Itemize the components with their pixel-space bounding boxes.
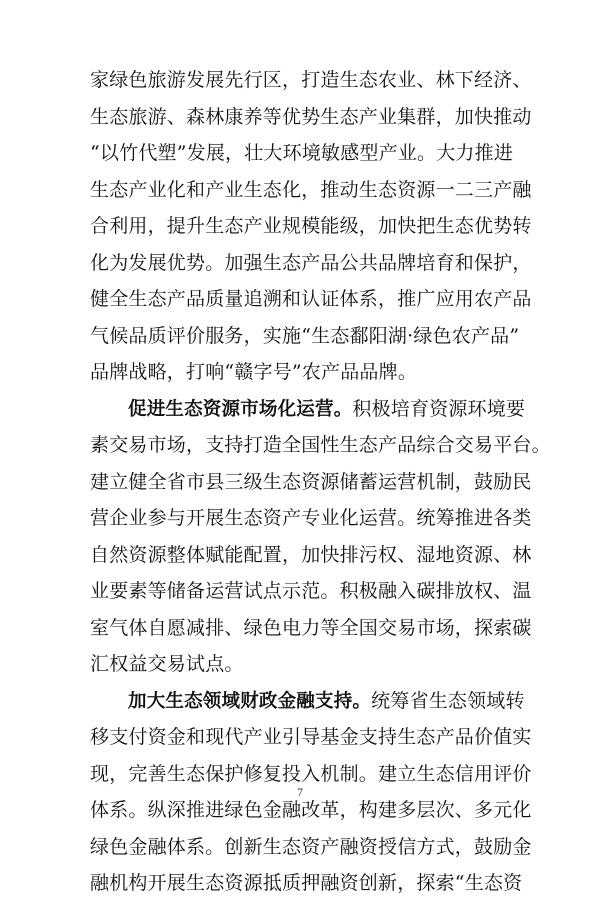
paragraph-line: 家绿色旅游发展先行区，打造生态农业、林下经济、 bbox=[90, 69, 532, 91]
paragraph-line-text: 积极培育资源环境要 bbox=[352, 397, 526, 420]
paragraph-line: 气候品质评价服务，实施“生态鄱阳湖·绿色农产品” bbox=[90, 324, 520, 347]
paragraph-2 bbox=[90, 391, 551, 683]
paragraph-first-line bbox=[90, 391, 526, 428]
paragraph-line: 融机构开展生态资源抵质押融资创新，探索“生态资 bbox=[90, 872, 523, 894]
paragraph-line: 现，完善生态保护修复投入机制。建立生态信用评价 bbox=[90, 762, 532, 785]
paragraph-line: 生态产业化和产业生态化，推动生态资源一二三产融 bbox=[90, 178, 532, 201]
body-text bbox=[90, 62, 551, 902]
paragraph-first-line bbox=[90, 683, 525, 720]
paragraph-line: 化为发展优势。加强生态产品公共品牌培育和保护， bbox=[90, 251, 532, 274]
paragraph-heading: 加大生态领域财政金融支持。 bbox=[128, 690, 372, 712]
paragraph-line-text: 统筹省生态领域转 bbox=[371, 689, 525, 712]
paragraph-line: “以竹代塑”发展，壮大环境敏感型产业。大力推进 bbox=[90, 142, 514, 164]
paragraph-line: 绿色金融体系。创新生态资产融资授信方式，鼓励金 bbox=[90, 835, 532, 858]
paragraph-line: 营企业参与开展生态资产专业化运营。统筹推进各类 bbox=[90, 507, 532, 529]
paragraph-line: 生态旅游、森林康养等优势生态产业集群，加快推动 bbox=[90, 105, 532, 128]
paragraph-line: 品牌战略，打响“赣字号”农产品品牌。 bbox=[90, 361, 418, 383]
page-number: 7 bbox=[297, 785, 303, 799]
paragraph-line: 体系。纵深推进绿色金融改革，构建多层次、多元化 bbox=[90, 799, 532, 821]
paragraph-line: 业要素等储备运营试点示范。积极融入碳排放权、温 bbox=[90, 580, 532, 602]
paragraph-line: 健全生态产品质量追溯和认证体系，推广应用农产品 bbox=[90, 288, 532, 310]
paragraph-line: 移支付资金和现代产业引导基金支持生态产品价值实 bbox=[90, 726, 532, 748]
paragraph-1 bbox=[90, 62, 532, 391]
paragraph-line: 汇权益交易试点。 bbox=[90, 653, 244, 675]
paragraph-line: 合利用，提升生态产业规模能级，加快把生态优势转 bbox=[90, 215, 532, 237]
paragraph-line: 室气体自愿减排、绿色电力等全国交易市场，探索碳 bbox=[90, 616, 532, 639]
paragraph-heading: 促进生态资源市场化运营。 bbox=[128, 398, 353, 420]
paragraph-line: 建立健全省市县三级生态资源储蓄运营机制，鼓励民 bbox=[90, 470, 532, 493]
paragraph-line: 自然资源整体赋能配置，加快排污权、湿地资源、林 bbox=[90, 543, 532, 566]
paragraph-line: 素交易市场，支持打造全国性生态产品综合交易平台。 bbox=[90, 434, 551, 456]
